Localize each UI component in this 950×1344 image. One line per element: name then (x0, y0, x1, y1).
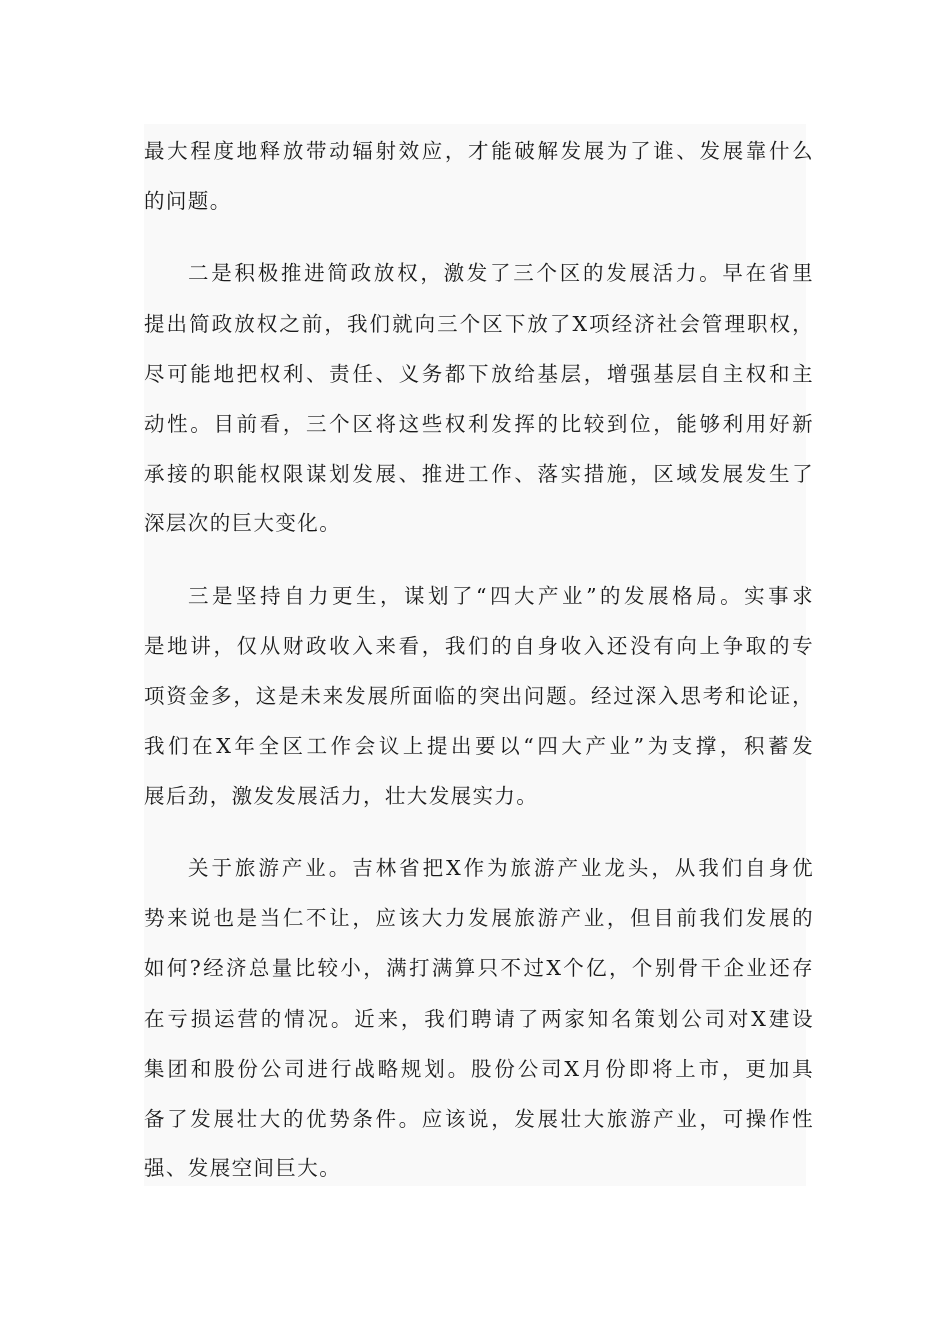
paragraph-3-line-3: 项资金多，这是未来发展所面临的突出问题。经过深入思考和论证， (144, 684, 814, 708)
paragraph-3-line-1: 三是坚持自力更生，谋划了“四大产业”的发展格局。实事求 (188, 584, 814, 608)
paragraph-2-line-1: 二是积极推进简政放权，激发了三个区的发展活力。早在省里 (188, 261, 814, 285)
paragraph-2-line-4: 动性。目前看，三个区将这些权利发挥的比较到位，能够利用好新 (144, 412, 814, 436)
paragraph-4-line-1: 关于旅游产业。吉林省把X作为旅游产业龙头，从我们自身优 (188, 856, 814, 880)
paragraph-3-line-2: 是地讲，仅从财政收入来看，我们的自身收入还没有向上争取的专 (144, 634, 814, 658)
paragraph-2-line-3: 尽可能地把权利、责任、义务都下放给基层，增强基层自主权和主 (144, 362, 814, 386)
paragraph-4-line-6: 备了发展壮大的优势条件。应该说，发展壮大旅游产业，可操作性 (144, 1107, 814, 1131)
paragraph-4-line-5: 集团和股份公司进行战略规划。股份公司X月份即将上市，更加具 (144, 1057, 814, 1081)
paragraph-2-line-5: 承接的职能权限谋划发展、推进工作、落实措施，区域发展发生了 (144, 462, 814, 486)
paragraph-4-line-2: 势来说也是当仁不让，应该大力发展旅游产业，但目前我们发展的 (144, 906, 814, 930)
paragraph-1-line-2: 的问题。 (144, 189, 232, 213)
paragraph-4-line-4: 在亏损运营的情况。近来，我们聘请了两家知名策划公司对X建设 (144, 1007, 814, 1031)
paragraph-2-line-6: 深层次的巨大变化。 (144, 511, 342, 535)
paragraph-3-line-5: 展后劲，激发发展活力，壮大发展实力。 (144, 784, 539, 808)
paragraph-4-line-3: 如何?经济总量比较小，满打满算只不过X个亿，个别骨干企业还存 (144, 956, 814, 980)
paragraph-2-line-2: 提出简政放权之前，我们就向三个区下放了X项经济社会管理职权， (144, 312, 814, 336)
paragraph-1-line-1: 最大程度地释放带动辐射效应，才能破解发展为了谁、发展靠什么 (144, 139, 814, 163)
paragraph-3-line-4: 我们在X年全区工作会议上提出要以“四大产业”为支撑，积蓄发 (144, 734, 814, 758)
paragraph-4-line-7: 强、发展空间巨大。 (144, 1156, 342, 1180)
